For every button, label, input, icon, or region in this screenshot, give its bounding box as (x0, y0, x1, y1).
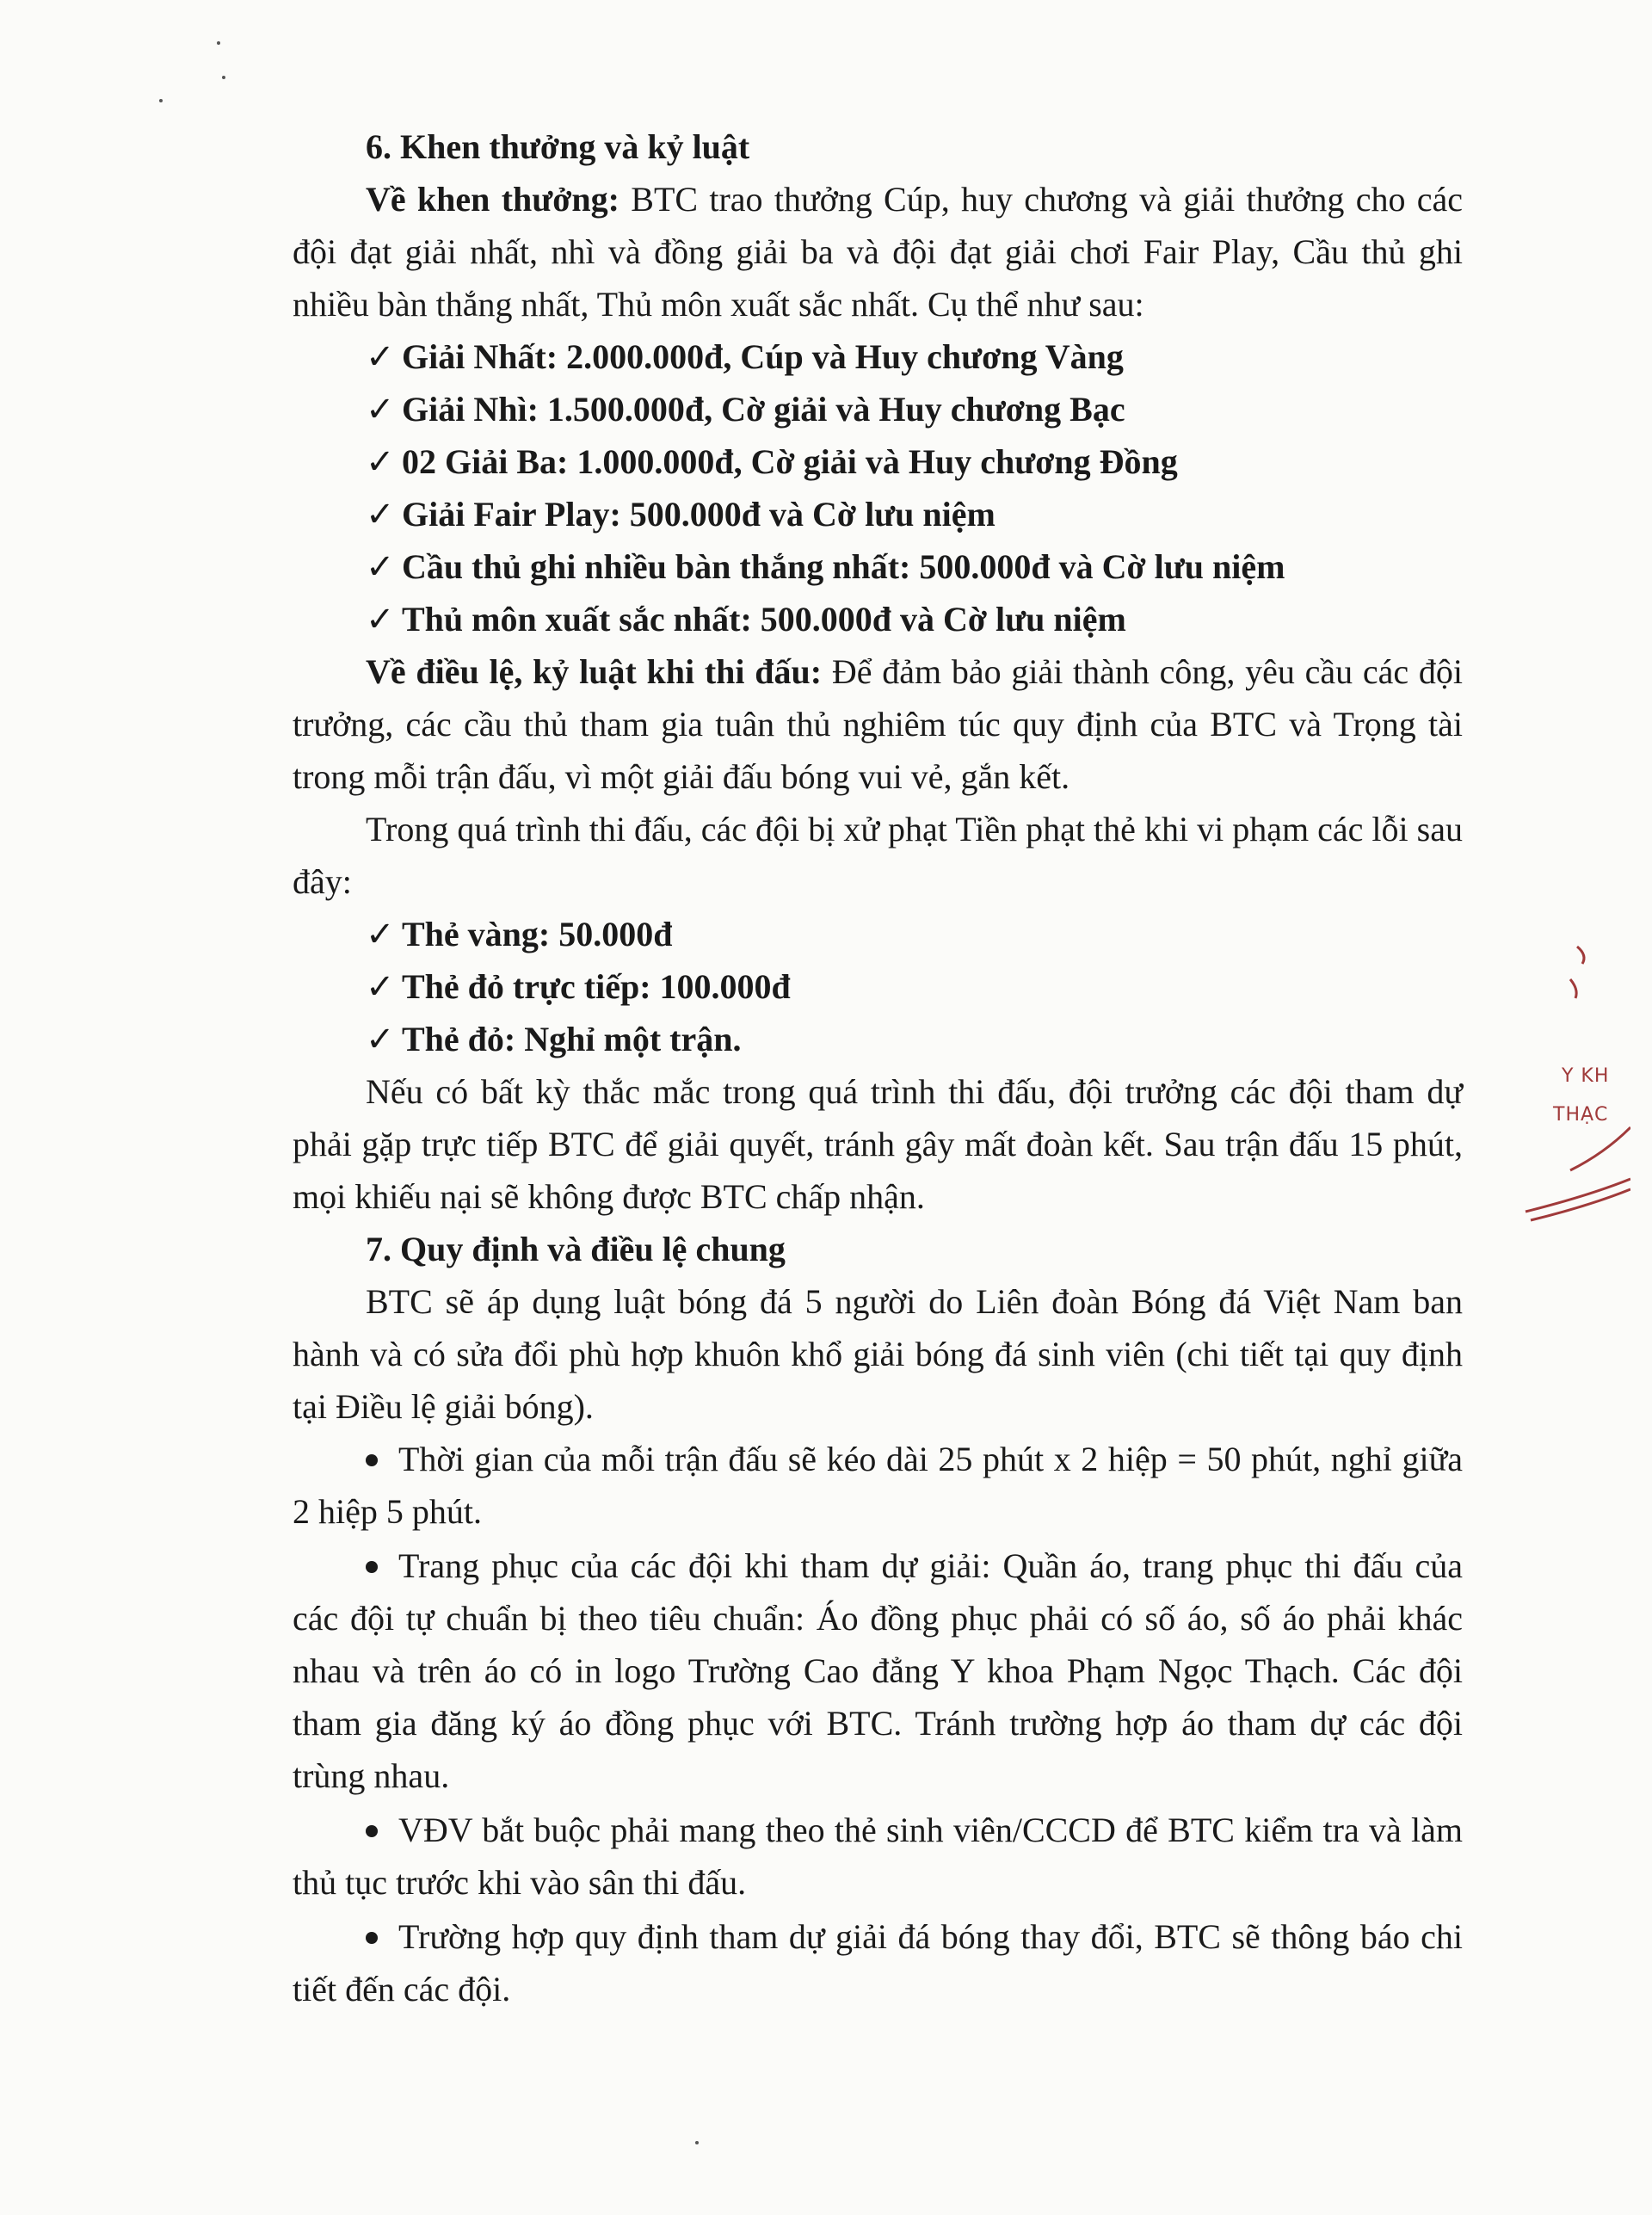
penalty-item (293, 1013, 1463, 1065)
prize-item (293, 540, 1463, 593)
prize-item (293, 330, 1463, 383)
rule-item (293, 1804, 1463, 1909)
checkmark-icon: ✓ (366, 390, 395, 429)
rule-item (293, 1433, 1463, 1538)
checkmark-icon: ✓ (366, 337, 395, 376)
scan-speck (217, 41, 220, 45)
bullet-icon (366, 1932, 378, 1944)
prize-list (293, 330, 1463, 645)
penalty-list (293, 908, 1463, 1065)
checkmark-icon: ✓ (366, 915, 395, 953)
prize-text: Thủ môn xuất sắc nhất: 500.000đ và Cờ lưu niệm (402, 600, 1126, 639)
rule-text: Trang phục của các đội khi tham dự giải: Quần áo, trang phục thi đấu của các đội tự chuẩn bị theo tiêu chuẩn: Áo đồng phục phải có số áo, số áo phải khác nhau và trên áo có in logo Trường Cao đẳng Y khoa Phạm Ngọc Thạch. Các đội tham gia đăng ký áo đồng phục với BTC. Tránh trường hợp áo tham dự các đội trùng nhau. (293, 1546, 1463, 1795)
discipline-label: Về điều lệ, kỷ luật khi thi đấu: (366, 652, 823, 691)
prize-text: Giải Nhì: 1.500.000đ, Cờ giải và Huy chương Bạc (402, 390, 1125, 429)
prize-item (293, 383, 1463, 435)
checkmark-icon: ✓ (366, 495, 395, 534)
prize-item (293, 593, 1463, 645)
prize-text: 02 Giải Ba: 1.000.000đ, Cờ giải và Huy chương Đồng (402, 442, 1178, 481)
rule-text: Thời gian của mỗi trận đấu sẽ kéo dài 25 phút x 2 hiệp = 50 phút, nghỉ giữa 2 hiệp 5 phút. (293, 1440, 1463, 1531)
rewards-text: BTC trao thưởng Cúp, huy chương và giải thưởng cho các đội đạt giải nhất, nhì và đồng giải ba và đội đạt giải chơi Fair Play, Cầu thủ ghi nhiều bàn thắng nhất, Thủ môn xuất sắc nhất. Cụ thể như sau: (293, 180, 1464, 324)
rule-text: Trường hợp quy định tham dự giải đá bóng thay đổi, BTC sẽ thông báo chi tiết đến các đội. (293, 1917, 1463, 2008)
stamp-text-line-2: THẠC (1553, 1104, 1609, 1126)
complaint-paragraph: Nếu có bất kỳ thắc mắc trong quá trình thi đấu, đội trưởng các đội tham dự phải gặp trực tiếp BTC để giải quyết, tránh gây mất đoàn kết. Sau trận đấu 15 phút, mọi khiếu nại sẽ không được BTC chấp nhận. (293, 1072, 1463, 1216)
penalty-text: Thẻ đỏ trực tiếp: 100.000đ (402, 967, 791, 1006)
bullet-icon (366, 1561, 378, 1573)
checkmark-icon: ✓ (366, 967, 395, 1006)
discipline-paragraph (293, 645, 1463, 803)
prize-item (293, 435, 1463, 488)
prize-item (293, 488, 1463, 540)
bullet-icon (366, 1454, 378, 1466)
stamp-text-line-1: Y KH (1562, 1065, 1610, 1087)
prize-text: Giải Nhất: 2.000.000đ, Cúp và Huy chương Vàng (402, 337, 1124, 376)
prize-text: Giải Fair Play: 500.000đ và Cờ lưu niệm (402, 495, 996, 534)
rule-item (293, 1910, 1463, 2015)
scan-speck (695, 2141, 699, 2144)
section-7-title: 7. Quy định và điều lệ chung (366, 1230, 786, 1268)
penalty-intro: Trong quá trình thi đấu, các đội bị xử phạt Tiền phạt thẻ khi vi phạm các lỗi sau đây: (293, 810, 1463, 901)
penalty-item (293, 908, 1463, 960)
discipline-text: Để đảm bảo giải thành công, yêu cầu các đội trưởng, các cầu thủ tham gia tuân thủ nghiêm túc quy định của BTC và Trọng tài trong mỗi trận đấu, vì một giải đấu bóng vui vẻ, gắn kết. (293, 652, 1464, 796)
scan-speck (159, 99, 163, 102)
penalty-text: Thẻ đỏ: Nghỉ một trận. (402, 1020, 742, 1058)
rewards-paragraph (293, 173, 1463, 330)
penalty-item (293, 960, 1463, 1013)
bullet-icon (366, 1825, 378, 1837)
checkmark-icon: ✓ (366, 547, 395, 586)
section-6-title: 6. Khen thưởng và kỷ luật (366, 127, 750, 166)
prize-text: Cầu thủ ghi nhiều bàn thắng nhất: 500.000đ và Cờ lưu niệm (402, 547, 1285, 586)
rules-list (293, 1433, 1463, 2015)
rule-text: VĐV bắt buộc phải mang theo thẻ sinh viên/CCCD để BTC kiểm tra và làm thủ tục trước khi vào sân thi đấu. (293, 1811, 1463, 1902)
penalty-text: Thẻ vàng: 50.000đ (402, 915, 673, 953)
checkmark-icon: ✓ (366, 1020, 395, 1058)
section-7-intro: BTC sẽ áp dụng luật bóng đá 5 người do Liên đoàn Bóng đá Việt Nam ban hành và có sửa đổi phù hợp khuôn khổ giải bóng đá sinh viên (chi tiết tại quy định tại Điều lệ giải bóng). (293, 1282, 1463, 1426)
checkmark-icon: ✓ (366, 442, 395, 481)
document-body (293, 120, 1463, 2015)
partial-stamp (1519, 938, 1630, 1231)
checkmark-icon: ✓ (366, 600, 395, 639)
scan-speck (222, 76, 225, 79)
rule-item (293, 1539, 1463, 1802)
rewards-label: Về khen thưởng: (366, 180, 620, 219)
